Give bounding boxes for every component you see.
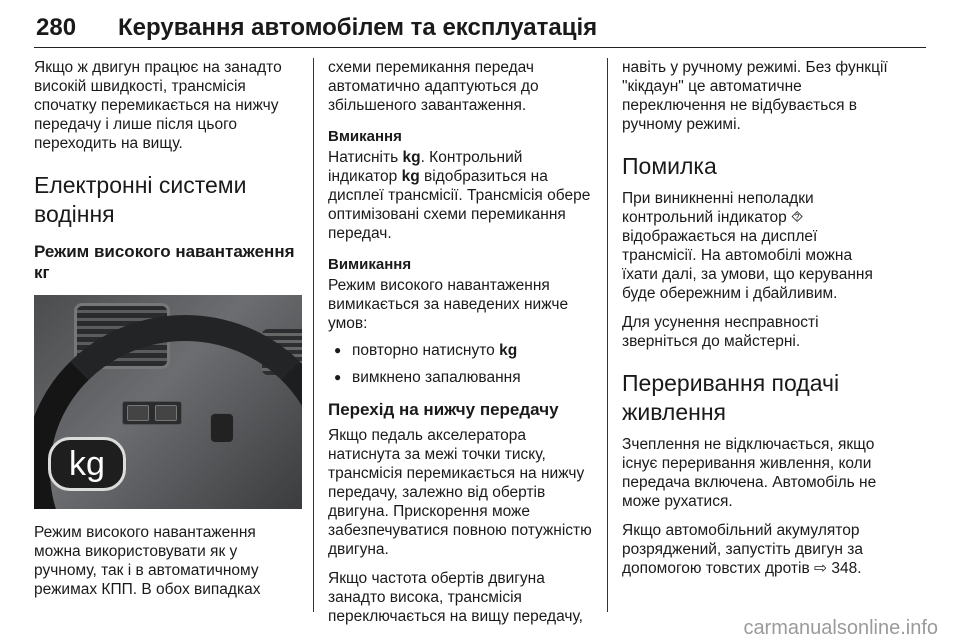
column-divider-1	[313, 58, 314, 612]
page-ref-arrow-icon: ⇨	[814, 560, 828, 577]
switch-on-paragraph	[328, 148, 594, 243]
switch-on-text-c: відобразиться на дисплеї трансмісії. Трансмісія обере оптимізовані схеми перемикання передач.	[328, 168, 591, 242]
manual-mode-paragraph: навіть у ручному режимі. Без функції "кікдаун" це автоматичне переключення не відбувається в ручному режимі.	[622, 59, 888, 133]
page-ref-link[interactable]: 348.	[827, 560, 862, 577]
subheading-kickdown: Перехід на нижчу передачу	[328, 400, 559, 419]
switch-off-paragraph: Режим високого навантаження вимикається за наведених нижче умов:	[328, 277, 569, 332]
transmission-warning-icon: ⯑	[791, 209, 804, 226]
switch-button-2	[155, 405, 177, 421]
section-heading-error: Помилка	[622, 153, 717, 179]
error-paragraph	[622, 189, 892, 303]
list-item	[328, 341, 594, 360]
jump-start-paragraph	[622, 521, 892, 578]
heading-switch-on: Вмикання	[328, 128, 402, 145]
switch-button-kg	[127, 405, 149, 421]
page-number: 280	[36, 14, 77, 41]
switch-panel	[122, 401, 182, 425]
kickdown-paragraph: Якщо педаль акселератора натиснута за межі точки тиску, трансмісія перемикається на нижчу передачу, залежно від обертів двигуна. Прискорення може забезпечуватися повною потужністю двигуна.	[328, 427, 592, 558]
adaptive-shift-paragraph: схеми перемикання передач автоматично адаптуються до збільшеного завантаження.	[328, 59, 539, 114]
list-item: ● вимкнено запалювання	[328, 368, 594, 387]
power-interruption-paragraph: Зчеплення не відключається, якщо існує переривання живлення, коли передача включена. Автомобіль не може рухатися.	[622, 436, 877, 510]
switch-off-conditions	[328, 341, 594, 387]
error-text-b: відображається на дисплеї трансмісії. На автомобілі можна їхати далі, за умови, що керування буде обережним і дбайливим.	[622, 228, 873, 302]
column-divider-2	[607, 58, 608, 612]
upshift-paragraph: Якщо частота обертів двигуна занадто висока, трансмісія переключається на вищу передачу,	[328, 570, 583, 625]
kg-symbol: kg	[402, 149, 421, 166]
heavy-load-paragraph: Режим високого навантаження можна використовувати як у ручному, так і в автоматичному режимах КПП. В обох випадках	[34, 524, 261, 598]
header-rule	[34, 47, 926, 48]
subheading-heavy-load-mode: Режим високого навантаження кг	[34, 242, 295, 282]
kg-symbol: kg	[499, 342, 518, 359]
intro-paragraph: Якщо ж двигун працює на занадто високій швидкості, трансмісія спочатку перемикається на нижчу передачу і лише після цього переходить на вищу.	[34, 59, 282, 152]
column-3	[622, 58, 892, 588]
switch-on-text-b: . Контрольний індикатор	[328, 149, 523, 185]
workshop-paragraph: Для усунення несправності зверніться до майстерні.	[622, 314, 819, 350]
lever-knob	[210, 413, 234, 443]
dashboard-photo	[34, 295, 302, 509]
column-2	[328, 58, 594, 636]
kg-symbol: kg	[401, 168, 420, 185]
page-title: Керування автомобілем та експлуатація	[118, 14, 598, 41]
switch-on-text-a: Натисніть	[328, 149, 403, 166]
watermark: carmanualsonline.info	[743, 617, 938, 639]
section-heading-power-interruption: Переривання подачі живлення	[622, 370, 840, 425]
bullet-text: повторно натиснуто	[352, 342, 500, 359]
jump-start-text: Якщо автомобільний акумулятор розряджений, запустіть двигун за допомогою товстих дротів	[622, 522, 863, 577]
kg-button-callout: kg	[48, 437, 126, 491]
error-text-a: При виникненні неполадки контрольний індикатор	[622, 190, 814, 226]
column-1	[34, 58, 304, 609]
heading-switch-off: Вимикання	[328, 256, 412, 273]
section-heading-electronic-systems: Електронні системи водіння	[34, 172, 247, 227]
page-header	[0, 0, 960, 52]
